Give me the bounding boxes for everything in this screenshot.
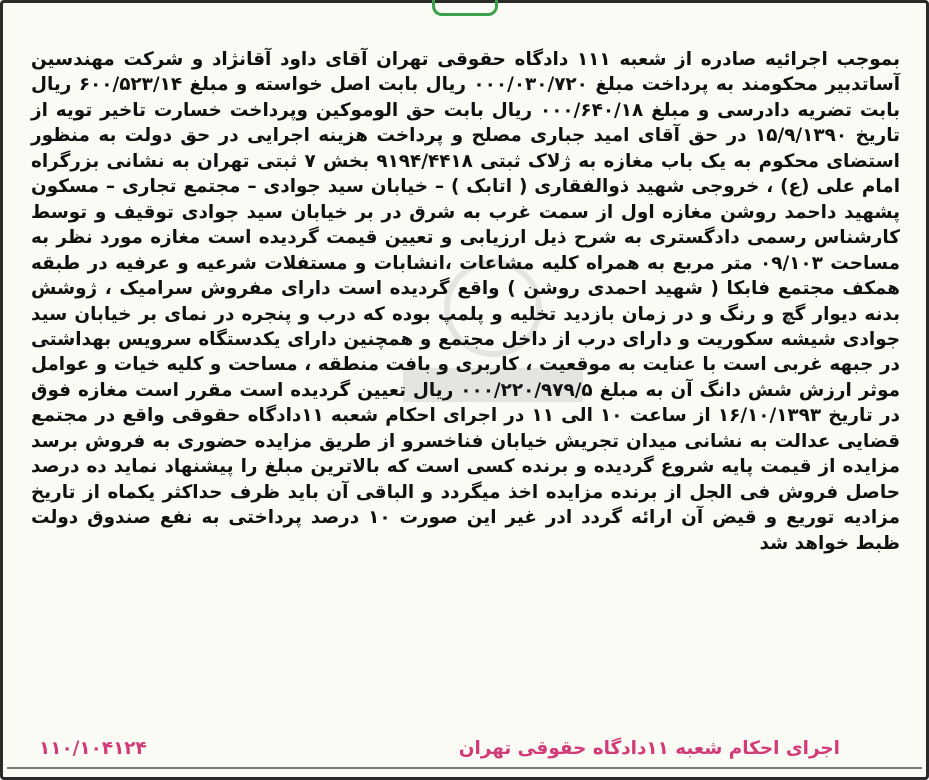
notice-body (31, 47, 900, 556)
notice-code: ۱۱۰/۱۰۴۱۲۴ (39, 738, 147, 759)
top-decoration (432, 0, 498, 16)
bottom-divider (7, 767, 922, 769)
notice-paragraph: بموجب اجرائیه صادره از شعبه ۱۱۱ دادگاه حقوقی تهران آقای داود آقانژاد و شرکت مهندسین آساتدبیر محکومند به پرداخت مبلغ ۰۰۰/۰۳۰/۷۲۰ ریال بابت اصل خواسته و مبلغ ۶۰۰/۵۲۳/۱۴ ریال بابت تضریه دادرسی و مبلغ ۰۰۰/۶۴۰/۱۸ ریال بابت حق الوموکین وپرداخت خسارت تاخیر تویه از تاریخ ۱۵/۹/۱۳۹۰ در حق آقای امید جباری مصلح و پرداخت هزینه اجرایی در حق دولت به منظور استضای محکوم به یک باب مغازه به ژلاک ثبتی ۹۱۹۴/۴۴۱۸ بخش ۷ ثبتی تهران به نشانی بزرگراه امام علی (ع) ، خروجی شهید ذوالفقاری ( اتابک ) – خیابان سید جوادی – مجتمع تجاری – مسکون پشهید داحمد روشن مغازه اول از سمت غرب به شرق در بر خیابان سید جوادی توقیف و توسط کارشناس رسمی دادگستری به شرح ذیل ارزیابی و تعیین قیمت گردیده است مغازه مورد نظر به مساحت ۰۹/۱۰۳ متر مربع به همراه کلیه مشاعات ،انشابات و مستفلات شرعیه و عرفیه در طبقه همکف مجتمع فابکا ( شهید احمدی روشن ) واقع گردیده است دارای مفروش سرامیک ، ژوشش بدنه دیوار گچ و رنگ و در زمان بازدید تخلیه و پلمپ بوده که درب و پنجره در نمای بر خیابان سید جوادی شیشه سکوریت و دارای درب از داخل مجتمع و همچنین دارای یکدستگاه سرویس بهداشتی در جبهه غربی است با عنایت به موقعیت ، کاربری و بافت منطقه ، مساحت و کلیه خیات و عوامل موثر ارزش شش دانگ آن به مبلغ ۰۰۰/۲۲۰/۹۷۹/۵ ریال تعیین گردیده است مقرر است مغازه فوق در تاریخ ۱۶/۱۰/۱۳۹۳ از ساعت ۱۰ الی ۱۱ در اجرای احکام شعبه ۱۱دادگاه حقوقی واقع در مجتمع قضایی عدالت به نشانی میدان تجریش خیابان فناخسرو از طریق مزایده حضوری به فروش برسد مزایده از قیمت پایه شروع گردیده و برنده کسی است که بالاترین مبلغ را پیشنهاد نماید ده درصد حاصل فروش فی الجل از برنده مزایده اخذ میگردد و الباقی آن باید ظرف حداکثر یکماه از تاریخ مزادیه توریع و قیض آن ارائه گردد ادر غیر این صورت ۱۰ درصد پرداختی به نفع صندوق دولت ظبط خواهد شد (31, 49, 901, 554)
issuer-signature: اجرای احکام شعبه ۱۱دادگاه حقوقی تهران (458, 738, 840, 759)
notice-footer (31, 736, 900, 762)
